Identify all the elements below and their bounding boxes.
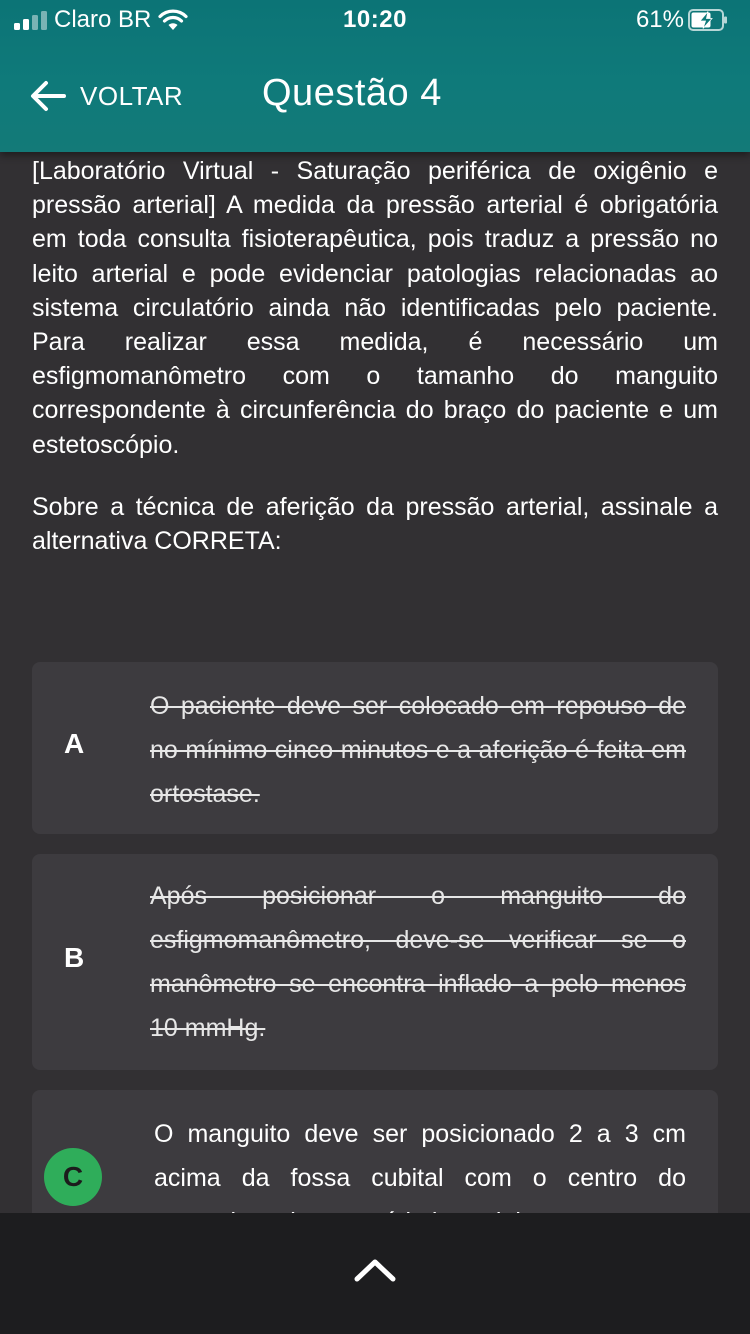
option-letter: B xyxy=(64,942,85,973)
option-a[interactable] xyxy=(32,662,718,834)
carrier-name: Claro BR xyxy=(54,6,152,33)
arrow-left-icon xyxy=(28,76,68,116)
battery-charging-icon xyxy=(688,9,728,31)
option-text-eliminated: O paciente deve ser colocado em repouso de no mínimo cinco minutos e a aferição é feita em ortostase. xyxy=(150,692,686,808)
correct-answer-badge: C xyxy=(44,1148,102,1206)
option-text-eliminated: Após posicionar o manguito do esfigmomanômetro, deve-se verificar se o manômetro se encontra inflado a pelo menos 10 mmHg. xyxy=(150,882,686,1042)
bottom-bar xyxy=(0,1213,750,1334)
question-content xyxy=(32,152,718,558)
navigation-bar xyxy=(0,60,750,132)
app-header xyxy=(0,0,750,152)
page-title: Questão 4 xyxy=(262,72,442,114)
status-time: 10:20 xyxy=(343,6,407,33)
back-button[interactable] xyxy=(28,74,183,118)
back-button-label: VOLTAR xyxy=(80,80,184,111)
option-text: O manguito deve ser posicionado 2 a 3 cm acima da fossa cubital com o centro do xyxy=(154,1120,686,1192)
battery-percent: 61% xyxy=(635,6,684,33)
answer-options xyxy=(32,662,718,1300)
option-letter: A xyxy=(64,728,85,759)
question-statement: [Laboratório Virtual - Saturação periférica de oxigênio e pressão arterial] A medida da pressão arterial é obrigatória em toda consulta fisioterapêutica, pois traduz a pressão no leito arterial e pode evidenciar patologias relacionadas ao sistema circulatório ainda não identificadas pelo paciente. Para realizar essa medida, é necessário um esfigmomanômetro com o tamanho do manguito correspondente à circunferência do braço do paciente e um estetoscópio. xyxy=(32,157,718,459)
chevron-up-icon[interactable] xyxy=(345,1249,405,1289)
question-prompt: Sobre a técnica de aferição da pressão arterial, assinale a alternativa CORRETA: xyxy=(32,492,718,555)
status-bar xyxy=(0,0,750,40)
option-b[interactable] xyxy=(32,854,718,1070)
